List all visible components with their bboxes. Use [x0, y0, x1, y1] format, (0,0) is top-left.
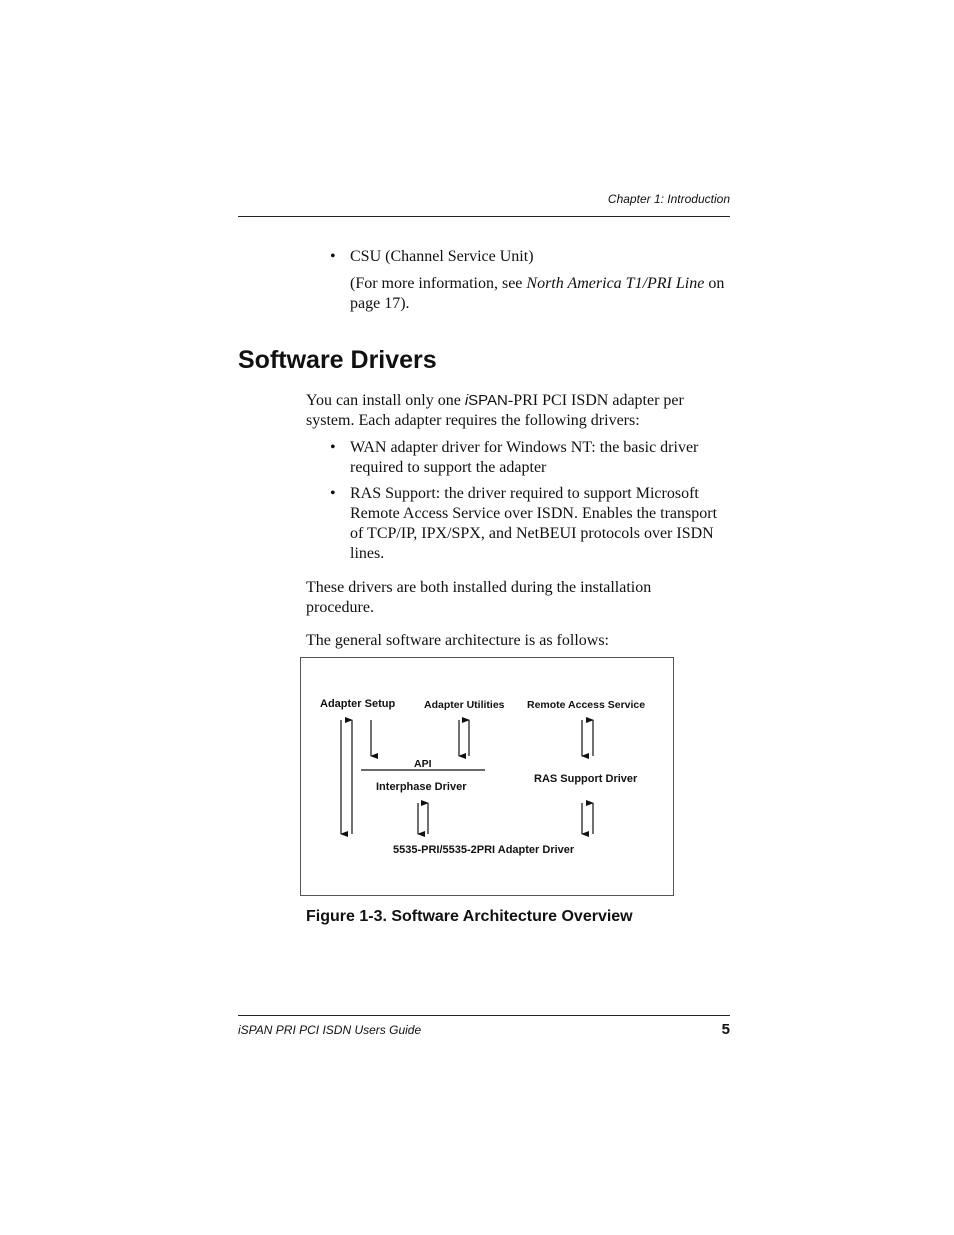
more-info-pre: (For more information, see: [350, 275, 527, 292]
label-adapter-utilities: Adapter Utilities: [424, 699, 505, 711]
csu-item-text: CSU (Channel Service Unit): [350, 248, 534, 265]
bullet-text: WAN adapter driver for Windows NT: the basic driver required to support the adapter: [350, 439, 699, 476]
figure-caption: Figure 1-3. Software Architecture Overview: [306, 908, 633, 925]
label-remote-access-service: Remote Access Service: [527, 699, 646, 711]
more-info-post: on page 17).: [350, 275, 725, 312]
csu-bullet-item: [330, 247, 740, 267]
label-adapter-setup: Adapter Setup: [320, 698, 396, 710]
label-api: API: [414, 758, 432, 770]
intro-paragraph: [306, 391, 726, 431]
running-head: Chapter 1: Introduction: [607, 192, 730, 206]
footer-rule: [238, 1015, 730, 1016]
installed-paragraph: These drivers are both installed during the installation procedure.: [306, 579, 652, 616]
bullet-glyph: •: [330, 439, 336, 456]
header-rule: [238, 216, 730, 217]
brand-span: SPAN: [468, 392, 508, 409]
label-adapter-driver: 5535-PRI/5535-2PRI Adapter Driver: [393, 844, 575, 856]
label-ras-support-driver: RAS Support Driver: [534, 773, 638, 785]
driver-bullet-ras: [330, 484, 730, 564]
cross-reference-link[interactable]: North America T1/PRI Line: [526, 275, 705, 292]
architecture-figure: [300, 657, 674, 896]
bullet-glyph: •: [330, 248, 336, 265]
brand-i: i: [464, 392, 469, 409]
page-number: 5: [721, 1021, 730, 1038]
driver-bullet-wan: [330, 438, 730, 478]
bullet-glyph: •: [330, 485, 336, 502]
section-title: Software Drivers: [238, 346, 437, 374]
intro-pre: You can install only one: [306, 392, 465, 409]
bullet-text: RAS Support: the driver required to support Microsoft Remote Access Service over ISDN. Enables the transport of TCP/IP, IPX/SPX, and NetBEUI protocols over ISDN lines.: [350, 485, 718, 562]
footer-title: iSPAN PRI PCI ISDN Users Guide: [238, 1023, 422, 1037]
intro-post: -PRI PCI ISDN adapter per system. Each adapter requires the following drivers:: [306, 392, 684, 429]
architecture-paragraph: The general software architecture is as follows:: [306, 632, 609, 649]
csu-more-info: [350, 274, 740, 314]
brand-name: [465, 392, 508, 409]
label-interphase-driver: Interphase Driver: [376, 781, 467, 793]
